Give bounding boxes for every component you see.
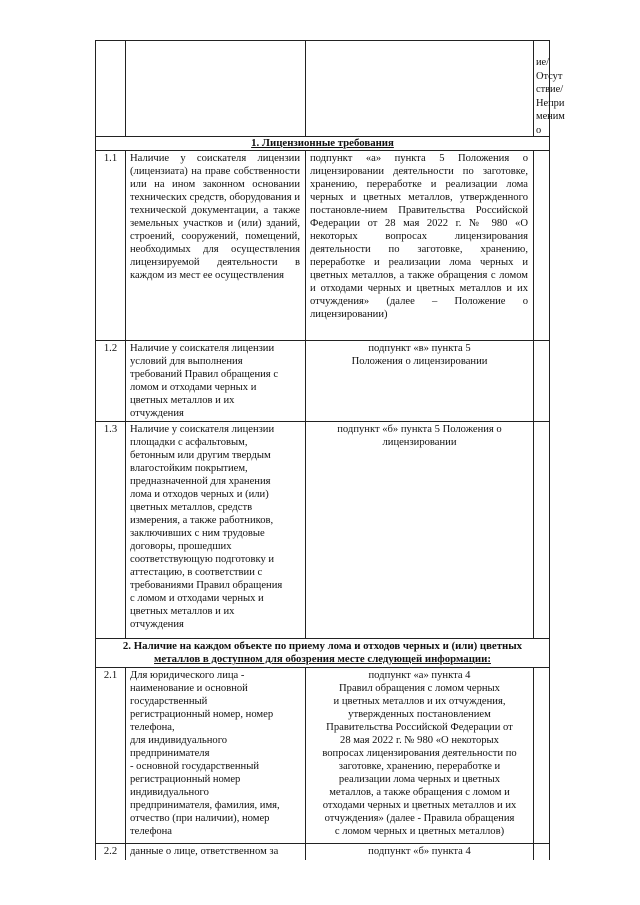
section-2-title-line-1: 2. Наличие на каждом объекте по приему лома и отходов черных и (или) цветных xyxy=(122,640,523,652)
row-number: 1.1 xyxy=(103,153,118,164)
column-divider xyxy=(533,150,534,638)
column-divider xyxy=(305,40,306,136)
table-border-right xyxy=(549,40,550,860)
row-divider xyxy=(95,667,549,668)
row-number: 2.1 xyxy=(103,670,118,681)
row-divider xyxy=(95,150,549,151)
requirement-text: Для юридического лица - наименование и основной государственный регистрационный номер, номер телефона, для индивидуального предпринимателя - основной государственный регистрационный номер индивидуального предпринимателя, фамилия, имя, отчество (при наличии), номер телефона xyxy=(130,670,280,837)
column-divider xyxy=(125,667,126,860)
row-divider xyxy=(95,638,549,639)
requirement-text: Наличие у соискателя лицензии площадки с асфальтовым, бетонным или другим твердым влагостойким покрытием, предназначенной для хранения лома и отходов черных и (или) цветных металлов, средств измерения, а также работников, заключивших с ним трудовые договоры, прошедших соответствующую подготовку и аттестацию, в соответствии с требованиями Правил обращения с ломом и отходами черных и цветных металлов и их отчуждения xyxy=(130,424,283,630)
section-2-title xyxy=(96,640,549,666)
legal-basis-text: подпункт «в» пункта 5 Положения о лицензировании xyxy=(351,343,488,367)
row-number: 2.2 xyxy=(103,846,118,857)
legal-basis-text: подпункт «б» пункта 4 xyxy=(368,846,471,857)
section-2-title-line-2: металлов в доступном для обозрения месте следующей информации: xyxy=(154,653,491,665)
legal-basis-text: подпункт «а» пункта 4 Правил обращения с ломом черных и цветных металлов и их отчуждения, утвержденных постановлением Правительства Российской Федерации от 28 мая 2022 г. № 980 «О некоторых вопросах лицензирования деятельности по заготовке, хранению, переработке и реализации лома черных и цветных металлов, а также обращения с ломом и отходами черных и цветных металлов и их отчуждения» (далее - Правила обращения с ломом черных и цветных металлов) xyxy=(322,670,517,837)
row-divider xyxy=(95,40,549,41)
column-divider xyxy=(125,150,126,638)
legal-basis-text: подпункт «б» пункта 5 Положения о лицензировании xyxy=(337,424,502,448)
column-divider xyxy=(533,667,534,860)
status-column-header: ие/ Отсут ствие/ Непри меним о xyxy=(536,57,565,136)
requirement-text: Наличие у соискателя лицензии условий для выполнения требований Правил обращения с ломом и отходами черных и цветных металлов и их отчуждения xyxy=(130,343,279,419)
row-number: 1.3 xyxy=(103,424,118,435)
row-divider xyxy=(95,843,549,844)
column-divider xyxy=(533,40,534,136)
column-divider xyxy=(125,40,126,136)
column-divider xyxy=(305,150,306,638)
requirement-text: данные о лице, ответственном за xyxy=(130,846,279,857)
row-number: 1.2 xyxy=(103,343,118,354)
section-1-title: 1. Лицензионные требования xyxy=(251,137,394,149)
requirement-text: Наличие у соискателя лицензии (лицензиата) на праве собственности или на ином законном основании технических средств, оборудования и технической документации, а также земельных участков и (или) зданий, строений, сооружений, помещений, необходимых для осуществления лицензируемой деятельности в каждом из мест ее осуществления xyxy=(130,153,300,281)
legal-basis-text: подпункт «а» пункта 5 Положения о лицензировании деятельности по заготовке, хранению, переработке и реализации лома черных и цветных металлов, утвержденного постановле-нием Правительства Российской Федерации от 28 мая 2022 г. № 980 «О некоторых вопросах лицензирования деятельности по заготовке, хранению, переработке и реализации лома черных и цветных металлов, а также обращения с ломом и отходами черных и цветных металлов и их отчуждения» (далее – Положение о лицензировании) xyxy=(310,153,528,320)
row-divider xyxy=(95,340,549,341)
row-divider xyxy=(95,421,549,422)
